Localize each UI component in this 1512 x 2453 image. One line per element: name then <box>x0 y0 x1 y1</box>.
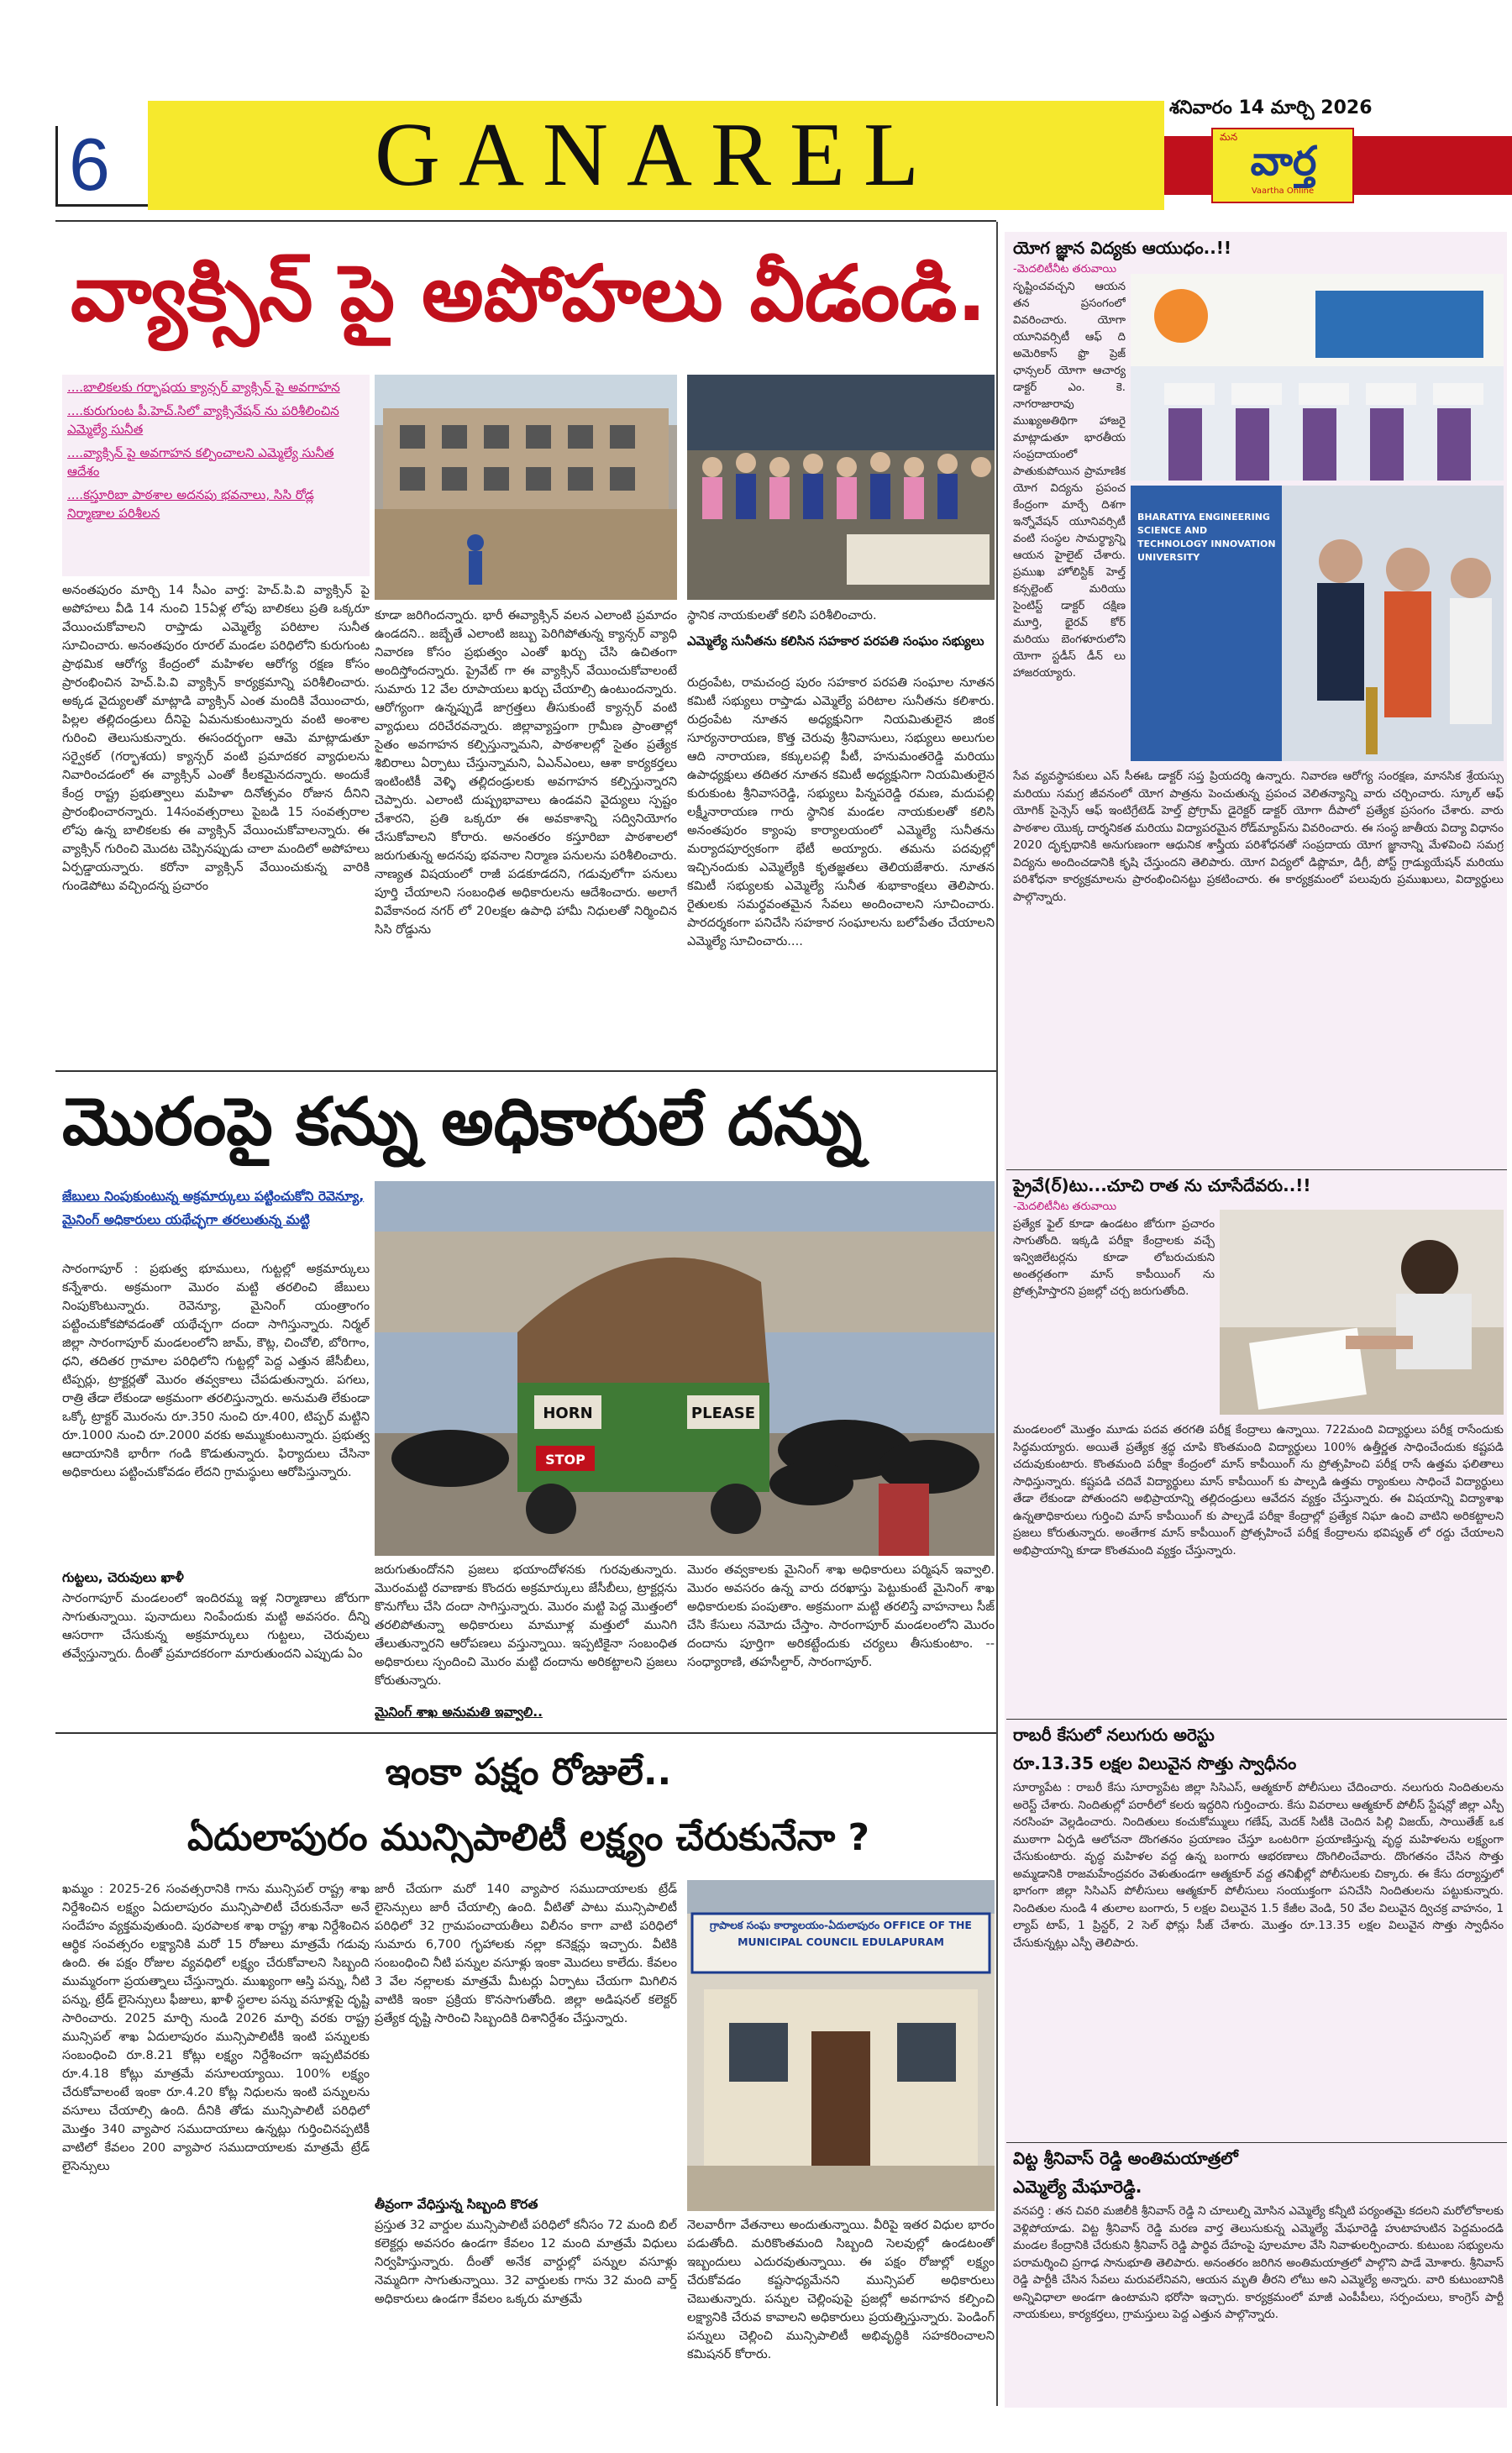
photo-students-meeting <box>687 375 995 600</box>
story1-bullet-4: ....కస్తూరిబా పాఠశాల అదనపు భవనాలు, సిసి రోడ్ల నిర్మాణాల పరిశీలన <box>67 487 314 521</box>
yoga-headline: యోగ జ్ఞాన విద్యకు ఆయుధం..!! <box>1013 238 1232 258</box>
story1-bullets <box>62 375 370 576</box>
exam-body-narrow: ప్రత్యేక ఫైల్ కూడా ఉండటం జోరుగా ప్రచారం సాగుతోంది. ఇక్కడి పరీక్షా కేంద్రాలకు వచ్చే ఇన్విజిలేటర్లను కూడా లోబరుచుకుని అంతర్గతంగా మాస్ కాపీయింగ్ ను ప్రోత్సహిస్తారని ప్రజల్లో చర్చ జరుగుతోంది. <box>1013 1218 1215 1298</box>
robbery-subheadline: రూ.13.35 లక్షల విలువైన సొత్తు స్వాధీనం <box>1013 1753 1297 1773</box>
story2-kicker: జేబులు నింపుకుంటున్న అక్రమార్కులు పట్టించుకోని రెవెన్యూ, మైనింగ్ అధికారులు యథేచ్ఛగా తరలుతున్న మట్టి <box>62 1189 365 1227</box>
story1-body-col3b: రుద్రంపేట, రామచంద్ర పురం సహకార పరపతి సంఘాల నూతన కమిటీ సభ్యులు రాప్తాడు ఎమ్మెల్యే పరిటాల సునీతను కలిశారు. రుద్రంపేట నూతన అధ్యక్షునిగా నియమితులైన జింక సూర్యనారాయణ, కొత్త చెరువు శ్రీనివాసులు, సభ్యులు అలుగుల ఆది నారాయణ, కక్కులపల్లి పీటీ, హనుమంతరెడ్డి మరియు ఉపాధ్యక్షులు తదితర నూతన కమిటీ అధ్యక్షునిగా నియమితులైన కురుకుంట శ్రీనివాసరెడ్డి, సభ్యులు పిన్నపరెడ్డి రమణ, మదుపల్లి లక్ష్మీనారాయణ గారు స్థానిక మండల నాయకులతో కలిసి అనంతపురం క్యాంపు కార్యాలయంలో ఎమ్మెల్యే సునీతను మర్యాదపూర్వకంగా భేటీ అయ్యారు. తమను పదవుల్లో ఇచ్చినందుకు ఎమ్మెల్యేకి కృతజ్ఞతలు తెలియజేశారు. నూతన కమిటీ సభ్యులకు ఎమ్మెల్యే సునీత శుభాకాంక్షలు తెలిపారు. రైతులకు సమర్థవంతమైన సేవలు అందించాలని సూచించారు. పారదర్శకంగా పనిచేసి సహకార సంఘాలను బలోపేతం చేయాలని ఎమ్మెల్యే సూచించారు.... <box>687 675 995 948</box>
story3-body-col1: ఖమ్మం : 2025-26 సంవత్సరానికి గాను మున్సిపల్ రాష్ట్ర శాఖ నిర్దేశించిన లక్ష్యం ఏదులాపురం మున్సిపాలిటీ చేరుకునేనా అనే సందేహం వ్యక్తమవుతుంది. పురపాలక శాఖ రాష్ట్ర శాఖ నిర్దేశించిన ఆర్థిక సంవత్సరం లక్ష్యానికి మరో 15 రోజులు మాత్రమే గడువు ఉంది. ఈ పక్షం రోజుల వ్యవధిలో లక్ష్యం చేరుకోవాలని సిబ్బంది ముమ్మరంగా ప్రయత్నాలు చేస్తున్నారు. ముఖ్యంగా ఆస్తి పన్ను, నీటి పన్ను, ట్రేడ్ లైసెన్సులు ఫీజులు, ఖాళీ స్థలాల పన్ను వసూళ్లపై దృష్టి సారించారు. 2025 మార్చి నుండి 2026 మార్చి వరకు రాష్ట్ర మున్సిపల్ శాఖ ఏదులాపురం మున్సిపాలిటీకి ఇంటి పన్నులకు సంబంధించి రూ.8.21 కోట్లు లక్ష్యం నిర్దేశించగా ఇప్పటివరకు రూ.4.18 కోట్లు మాత్రమే వసూలయ్యాయి. 100% లక్ష్యం చేరుకోవాలంటే ఇంకా రూ.4.20 కోట్ల నిధులను ఇంటి పన్నులను వసూలు చేయాల్సి ఉంది. దీనికి తోడు మున్సిపాలిటీ పరిధిలో మొత్తం 340 వ్యాపార సముదాయాలు ఉన్నట్లు గుర్తించినప్పటికీ వాటిలో కేవలం 200 వ్యాపార సముదాయాలకు మాత్రమే ట్రేడ్ లైసెన్సులు <box>62 1882 370 2173</box>
story2-body-col3: మొరం తవ్వకాలకు మైనింగ్ శాఖ అధికారులు పర్మిషన్ ఇవ్వాలి. మొరం అవసరం ఉన్న వారు దరఖాస్తు పెట్టుకుంటే మైనింగ్ శాఖ అధికారులకు పంపుతాం. అక్రమంగా మట్టి తరలిస్తే వాహనాలు సీజ్ చేసి కేసులు నమోదు చేస్తాం. సారంగాపూర్ మండలంలోని మొరం దందాను పూర్తిగా అరికట్టేందుకు చర్యలు తీసుకుంటాం. -- సంధ్యారాణి, తహసీల్దార్, సారంగాపూర్. <box>687 1563 995 1669</box>
divider-right-1 <box>1006 1169 1507 1170</box>
divider-right-2 <box>1006 1719 1507 1720</box>
truck-scene-illustration <box>375 1181 995 1556</box>
funeral-body: వనపర్తి : తన చివరి మజిలీకి శ్రీనివాస్ రెడ్డి ని చూలుల్ని మోసిన ఎమ్మెల్యే కన్నీటి పర్యంతమై కదలని మరోలోకాలకు వెళ్లిపోయాడు. విట్ట శ్రీనివాస్ రెడ్డి మరణ వార్త తెలుసుకున్న ఎమ్మెల్యే మేఘారెడ్డి హుటాహుటిన పెద్దమందడి మండల కేంద్రానికి చేరుకుని శ్రీనివాస్ రెడ్డి పార్థివ దేహంపై పూలమాల వేసి నివాళులర్పించారు. కుటుంబ సభ్యులను పరామర్శించి ప్రగాఢ సానుభూతి తెలిపారు. అనంతరం జరిగిన అంతిమయాత్రలో పాల్గొని పాడే మోశారు. శ్రీనివాస్ రెడ్డి పార్టీకి చేసిన సేవలు మరువలేనివని, ఆయన మృతి తీరని లోటు అని ఎమ్మెల్యే అన్నారు. వారి కుటుంబానికి అన్నివిధాలా అండగా ఉంటామని భరోసా ఇచ్చారు. కార్యక్రమంలో మాజీ ఎంపీపీలు, సర్పంచులు, కాంగ్రెస్ పార్టీ నాయకులు, కార్యకర్తలు, గ్రామస్తులు పెద్ద ఎత్తున పాల్గొన్నారు. <box>1013 2204 1504 2321</box>
photo-municipal-office <box>687 1880 995 2211</box>
story2-body-col2: జరుగుతుందోనని ప్రజలు భయాందోళనకు గురవుతున్నారు. మొరంమట్టి రవాణాకు కొందరు అక్రమార్కులు జేసీబీలు, ట్రాక్టర్లను కొనుగోలు చేసి దందా సాగిస్తున్నారు. మొరం మట్టి పెద్ద మొత్తంలో తరలిపోతున్నా అధికారులు మామూళ్ల మత్తులో మునిగి తేలుతున్నారని ఆరోపణలు వస్తున్నాయి. ఇప్పటికైనా సంబంధిత అధికారులు స్పందించి మొరం మట్టి దందాను అరికట్టాలని ప్రజలు కోరుతున్నారు. <box>375 1563 677 1688</box>
logo-tagline: Vaartha Online <box>1251 186 1315 196</box>
yoga-banner-illustration <box>1131 274 1504 481</box>
robbery-body: సూర్యాపేట : రాబరీ కేసు సూర్యాపేట జిల్లా సిసిఎస్, ఆత్మకూర్ పోలీసులు చేదించారు. నలుగురు నిందితులను అరెస్ట్ చేశారు. నిందితుల్లో పరారీలో కలరు ఇద్దరిని గుర్తించారు. కేసు వివరాలు ఆత్మకూర్ పోలీస్ స్టేషన్లో జిల్లా ఎస్పీ నరసింహ వెల్లడించారు. నిందితులు కంచుకోమ్ములు గణేష్, మెదక్ సిటీకి చెందిన పిల్లి విజయ్, సాయితేజ్ ఒక ముఠాగా ఏర్పడి ఆలోచనా దొంగతనం ప్రయాణం చేస్తూ ఒంటరిగా ప్రయాణిస్తున్న వృద్ధ మహిళలను లక్ష్యంగా చేసుకుంటారు. వృద్ధ మహిళల వద్ద ఉన్న బంగారు ఆభరణాలు దొంగిలించేవారు. దొంగతనం చేసిన సొత్తు అమ్మడానికి రాజమహేంద్రవరం వెళుతుండగా ఆత్మకూర్ వద్ద తనిఖీల్లో పోలీసులకు చిక్కారు. ఈ కేసు దర్యాప్తులో భాగంగా జిల్లా సిసిఎస్ పోలీసులు ఆత్మకూర్ పోలీసులు సంయుక్తంగా పనిచేసి నిందితులను పట్టుకున్నారు. నిందితుల నుండి 4 తులాల బంగారు, 5 లక్షల విలువైన 1.5 కేజీల వెండి, 50 వేల విలువైన ద్విచక్ర వాహనం, 1 ల్యాప్ టాప్, 1 ప్రిన్టర్, 2 సెల్ ఫోన్లు సీజ్ చేశారు. మొత్తం రూ.13.35 లక్షల విలువైన సొత్తు స్వాధీనం చేసుకున్నట్లు ఎస్పీ తెలిపారు. <box>1013 1781 1504 1950</box>
story1-bullet-2: ....కురుగుంట పీ.హెచ్.సిలో వ్యాక్సినేషన్ ను పరిశీలించిన ఎమ్మెల్యే సునీత <box>67 403 339 437</box>
story3-body-col2b: ప్రస్తుత 32 వార్డుల మున్సిపాలిటీ పరిధిలో కనీసం 72 మంది బిల్ కలెక్టర్లు అవసరం ఉండగా కేవలం 12 మంది మాత్రమే విధులు నిర్వహిస్తున్నారు. దీంతో అనేక వార్డుల్లో పన్నుల వసూళ్లు నెమ్మదిగా సాగుతున్నాయి. 32 వార్డులకు గాను 32 మంది వార్డ్ అధికారులు ఉండగా కేవలం ఒక్కరు మాత్రమే <box>375 2218 677 2306</box>
story1-bullet-1: ....బాలికలకు గర్భాషయ క్యాన్సర్ వ్యాక్సిన్ పై అవగాహన <box>67 380 340 395</box>
yoga-body-wide: సేవ వ్యవస్థాపకులు ఎస్ సీఈఓ డాక్టర్ సప్త ప్రియదర్శి ఉన్నారు. నివారణ ఆరోగ్య సంరక్షణ, మానసిక శ్రేయస్సు మరియు సమగ్ర జీవనంలో యోగ పాత్రను పెంచుతున్న ప్రపంచ వెలితన్యాన్ని వారు చర్చించారు. స్కూల్ ఆఫ్ యోగిక్ సైన్సెస్ ఆఫ్ ఇంటిగ్రేటెడ్ హెల్త్ ప్రోగ్రామ్ డైరెక్టర్ డాక్టర్ యోగా దీపాలో ప్రత్యేక ప్రసంగం చేశారు. వారు పాఠశాల యొక్క దార్శనికత మరియు విద్యాపరమైన రోడ్‌మ్యాప్‌ను వివరించారు. ఈ సంస్థ జాతీయ విద్యా విధానం 2020 దృక్పథానికి అనుగుణంగా ఆధునిక శాస్త్రీయ పరిశోధనతో సంప్రదాయ యోగ జ్ఞానాన్ని మేళవించి సమగ్ర విద్యను అందించడానికి కృషి చేస్తుందని తెలిపారు. యోగ విద్యలో డిప్లొమా, డిగ్రీ, పోస్ట్ గ్రాడ్యుయేషన్ మరియు పరిశోధనా కార్యక్రమాలను ప్రారంభించినట్టు ప్రకటించారు. ఈ కార్యక్రమంలో పలువురు ప్రముఖులు, విద్యార్థులు పాల్గొన్నారు. <box>1013 770 1504 904</box>
page-number: 6 <box>69 123 110 206</box>
story2-subhead-mining: మైనింగ్ శాఖ అనుమతి ఇవ్వాలి.. <box>375 1704 543 1720</box>
photo-yoga-lamp-lighting <box>1131 486 1504 761</box>
office-signboard-text: గ్రాపాలక సంఘ కార్యాలయం-ఏదులాపురం OFFICE OF THE MUNICIPAL COUNCIL EDULAPURAM <box>710 1919 972 1948</box>
story1-bullet-3: ....వ్యాక్సిన్ పై అవగాహన కల్పించాలని ఎమ్మెల్యే సునీత ఆదేశం <box>67 445 334 479</box>
logo-small: మన <box>1220 131 1238 143</box>
funeral-headline-1: విట్ట శ్రీనివాస్ రెడ్డి అంతిమయాత్రలో <box>1013 2148 1238 2168</box>
story3-headline-2: ఏదులాపురం మున్సిపాలిటీ లక్ష్యం చేరుకునేనా ? <box>186 1816 870 1859</box>
truck-please-text: PLEASE <box>690 1405 756 1422</box>
photo-exam-writing <box>1220 1210 1504 1415</box>
story1-headline: వ్యాక్సిన్ పై అపోహలు వీడండి. <box>71 249 987 339</box>
masthead <box>0 0 1512 218</box>
photo-soil-truck-buffaloes <box>375 1181 995 1556</box>
story3-subhead-staff: తీవ్రంగా వేధిస్తున్న సిబ్బంది కొరత <box>375 2197 538 2212</box>
yoga-body-narrow: సృష్టించవచ్చని ఆయన తన ప్రసంగంలో వివరించారు. యోగా యూనివర్సిటీ ఆఫ్ ది అమెరికాస్ ఫ్రొ ప్రెజ్ ఛాన్సలర్ యోగా ఆచార్య డాక్టర్ ఎం. కె. నాగరాజారావు ముఖ్యఅతిథిగా హాజరై మాట్లాడుతూ భారతీయ సంప్రదాయంలో పాతుకుపోయిన ప్రామాణిక యోగ విద్యను ప్రపంచ కేంద్రంగా మార్చే దిశగా ఇన్నోవేషన్ యూనివర్సిటీ వంటి సంస్థల సామర్థ్యాన్ని ఆయన హైలైట్ చేశారు. ప్రముఖ హోలిస్టిక్ హెల్త్ కన్సల్టెంట్ మరియు సైంటిస్ట్ డాక్టర్ దక్షిణ మూర్తి, భైరవ్ కోర్ మరియు బెంగళూరులోని యోగా స్టడీస్ డీన్ లు హాజరయ్యారు. <box>1013 281 1126 680</box>
logo-main: వార్త <box>1250 138 1317 185</box>
divider-story2-story3 <box>55 1732 996 1734</box>
story3-body-col2a: జారీ చేయగా మరో 140 వ్యాపార సముదాయాలకు ట్రేడ్ లైసెన్సులు జారీ చేయాల్సి ఉంది. వీటితో పాటు మున్సిపాలిటీ పరిధిలో 32 గ్రామపంచాయతీలు విలీనం కాగా వాటి పరిధిలో సుమారు 6,700 గృహాలకు నల్లా కనెక్షన్లు ఇచ్చారు. వీటికి సంబంధించి నీటి పన్నుల వసూళ్లు ఇంకా మొదలు కాలేదు. కేవలం 3 వేల నల్లాలకు మాత్రమే మీటర్లు ఏర్పాటు చేయగా మిగిలిన వాటికి ఇంకా ప్రక్రియ కొనసాగుతోంది. జిల్లా అడిషనల్ కలెక్టర్ ప్రత్యేక దృష్టి సారించి సిబ్బందికి దిశానిర్దేశం చేస్తున్నారు. <box>375 1882 677 2025</box>
story2-headline: మొరంపై కన్ను అధికారులే దన్ను <box>62 1085 863 1160</box>
meeting-hall-illustration <box>687 375 995 600</box>
story1-body-col1: అనంతపురం మార్చి 14 సీఎం వార్త: హెచ్.పి.వి వ్యాక్సిన్ పై అపోహలు వీడి 14 నుంచి 15ఏళ్ల లోపు బాలికలు ప్రతి ఒక్కరూ వేయించుకోవాలని రాప్తాడు ఎమ్మెల్యే పరిటాల సునీత సూచించారు. అనంతపురం రూరల్ మండల పరిధిలోని కురుగుంట ప్రాథమిక ఆరోగ్య కేంద్రంలో మహిళల ఆరోగ్య రక్షణ కోసం ప్రారంభించిన హెచ్.పి.వి వ్యాక్సిన్ కార్యక్రమాన్ని పరిశీలించారు. అక్కడ వైద్యులతో మాట్లాడి వ్యాక్సిన్ ఎంత మందికి వేయించారు, పిల్లల తల్లిదండ్రులు దీనిపై ఏమనుకుంటున్నారు వంటి అంశాల గురించి తెలుసుకున్నారు. ఈసందర్భంగా ఆమె మాట్లాడుతూ సర్వైకల్ (గర్భాశయ) క్యాన్సర్ వంటి ప్రమాదకర వ్యాధులను నివారించడంలో ఈ వ్యాక్సిన్ ఎంతో కీలకమైనదన్నారు. అందుకే కేంద్ర రాష్ట్ర ప్రభుత్వాలు మహిళా దినోత్సవం రోజున దీనిని ప్రారంభించారన్నారు. 14సంవత్సరాలు పైబడి 15 సంవత్సరాల లోపు ఉన్న బాలికలకు ఈ వ్యాక్సిన్ వేయించుకోవాలన్నారు. ఈ వ్యాక్సిన్ గురించి మొదట చెప్పినప్పుడు చాలా మందిలో అపోహలు ఏర్పడ్డాయన్నారు. కరోనా వ్యాక్సిన్ వేయించుకున్న వారికి గుండెపోటు వచ్చిందన్న ప్రచారం <box>62 583 370 893</box>
story2-subhead-hills: గుట్టలు, చెరువులు ఖాళీ <box>62 1570 184 1585</box>
exam-headline: ప్రైవే(ర్)టు...చూచి రాత ను చూసేదేవరు..!! <box>1013 1175 1311 1195</box>
photo-school-construction <box>375 375 677 600</box>
logo-box <box>1211 128 1354 203</box>
photo-yoga-event-banner <box>1131 274 1504 481</box>
right-column-divider <box>996 222 998 2406</box>
masthead-rule <box>55 220 996 222</box>
story3-body-col3: నెలవారీగా వేతనాలు అందుతున్నాయి. వీరిపై ఇతర విధుల భారం పడుతోంది. మరికొంతమంది సిబ్బంది సెలవుల్లో ఉండటంతో ఇబ్బందులు ఎదురవుతున్నాయి. ఈ పక్షం రోజుల్లో లక్ష్యం చేరుకోవడం కష్టసాధ్యమేనని మున్సిపల్ అధికారులు చెబుతున్నారు. పన్నుల చెల్లింపుపై ప్రజల్లో అవగాహన కల్పించి లక్ష్యానికి చేరువ కావాలని అధికారులు ప్రయత్నిస్తున్నారు. పెండింగ్ పన్నులు చెల్లించి మున్సిపాలిటీ అభివృద్ధికి సహకరించాలని కమిషనర్ కోరారు. <box>687 2218 995 2361</box>
university-banner-text: BHARATIYA ENGINEERING SCIENCE AND TECHNOLOGY INNOVATION UNIVERSITY <box>1137 512 1276 563</box>
exam-writing-illustration <box>1220 1210 1504 1415</box>
exam-kicker: -మెదలిటీనీట తరువాయి <box>1013 1200 1117 1213</box>
truck-stop-text: STOP <box>545 1452 585 1468</box>
funeral-headline-2: ఎమ్మెల్యే మేఘారెడ్డి. <box>1013 2177 1142 2197</box>
school-building-illustration <box>375 375 677 600</box>
story1-body-col2: కూడా జరిగిందన్నారు. భారీ ఈవ్యాక్సిన్ వలన ఎలాంటి ప్రమాదం ఉండదని.. జబ్బేతే ఎలాంటి జబ్బు పెరిగిపోతున్న క్యాన్సర్ వ్యాధి నివారణ కోసం ప్రభుత్వం ఎంతో ఖర్చు చేసి ఉచితంగా అందిస్తోందన్నారు. ప్రైవేట్ గా ఈ వ్యాక్సిన్ వేయించుకోవాలంటే సుమారు 12 వేల రూపాయలు ఖర్చు చేయాల్సి ఉంటుందన్నారు. ఆరోగ్యంగా ఉన్నప్పుడే జాగ్రత్తలు తీసుకుంటే క్యాన్సర్ వంటి వ్యాధులు దరిచేరవన్నారు. జిల్లావ్యాప్తంగా గ్రామీణ ప్రాంతాల్లో సైతం అవగాహన కల్పిస్తున్నామని, పాఠశాలల్లో సైతం ప్రత్యేక శిబిరాలు ఏర్పాటు చేస్తున్నామని, ఏఎన్ఎంలు, ఆశా కార్యకర్తలు ఇంటింటికీ వెళ్ళి తల్లిదండ్రులకు అవగాహన కల్పిస్తున్నారని చెప్పారు. ఎలాంటి దుష్ప్రభావాలు ఉండవని వైద్యులు స్పష్టం చేశారని, ప్రతి ఒక్కరూ ఈ అవకాశాన్ని సద్వినియోగం చేసుకోవాలని కోరారు. అనంతరం కస్తూరిబా పాఠశాలలో జరుగుతున్న అదనపు భవనాల నిర్మాణ పనులను పరిశీలించారు. నాణ్యత విషయంలో రాజీ పడకూడదని, గడువులోగా పనులు పూర్తి చేయాలని సంబంధిత అధికారులను ఆదేశించారు. అలాగే వివేకానంద నగర్ లో 20లక్షల ఉపాధి హామీ నిధులతో నిర్మించిన సిసి రోడ్డును <box>375 608 677 937</box>
story1-body-col3a: స్థానిక నాయకులతో కలిసి పరిశీలించారు. <box>687 608 877 622</box>
truck-horn-text: HORN <box>543 1405 593 1422</box>
yoga-kicker: -మెదలిటీనీట తరువాయి <box>1013 263 1117 276</box>
masthead-title: GANAREL <box>375 105 937 205</box>
municipal-office-illustration <box>687 1880 995 2211</box>
lamp-lighting-illustration <box>1131 486 1504 761</box>
robbery-headline: రాబరీ కేసులో నలుగురు అరెస్టు <box>1013 1725 1215 1745</box>
story3-headline-1: ఇంకా పక్షం రోజులే.. <box>385 1751 672 1794</box>
masthead-date: శనివారం 14 మార్చి 2026 <box>1169 97 1373 118</box>
exam-body-wide: మండలంలో మొత్తం మూడు పదవ తరగతి పరీక్ష కేంద్రాలు ఉన్నాయి. 722మంది విద్యార్థులు పరీక్ష రాసేందుకు సిద్ధమయ్యారు. అయితే ప్రత్యేక శ్రద్ధ చూపి కొంతమంది విద్యార్థులు 100% ఉత్తీర్ణత సాధించేందుకు కష్టపడి చదువుకుంటారు. కొంతమంది పరీక్షా కేంద్రంలో మాస్ కాపీయింగ్ ను ప్రోత్సహించి పరీక్ష రాసే ఉత్తమ ఫలితాలు సాధిస్తున్నారు. కష్టపడి చదివే విద్యార్థులు మాస్ కాపీయింగ్ కు పాల్పడి ఉత్తమ ర్యాంకులు సాధించే విద్యార్థులు తేడా లేకుండా పోతుందని అభిప్రాయాన్ని తల్లిదండ్రులు ఆవేదన వ్యక్తం చేస్తున్నారు. ఈ విషయాన్ని విద్యాశాఖ ఉన్నతాధికారులు గుర్తించి మాస్ కాపీయింగ్ కు పాల్పడే పరీక్షా కేంద్రాల్లో ప్రత్యేక నిఘా ఉంచి వాటిని అరికట్టాలని ప్రజలు కోరుతున్నారు. అంతేగాక మాస్ కాపీయింగ్ ప్రోత్సహించే పరీక్ష కేంద్రాలను భవిష్యత్ లో రద్దు చేయాలని అభిప్రాయాన్ని కూడా కొంతమంది వ్యక్తం చేస్తున్నారు. <box>1013 1423 1504 1557</box>
story2-body-col1: సారంగాపూర్ : ప్రభుత్వ భూములు, గుట్టల్లో అక్రమార్కులు కన్నేశారు. అక్రమంగా మొరం మట్టి తరలించి జేబులు నింపుకొంటున్నారు. రెవెన్యూ, మైనింగ్ యంత్రాంగం పట్టించుకోకపోవడంతో యథేచ్ఛగా దందా సాగిస్తున్నారు. నిర్మల్ జిల్లా సారంగాపూర్ మండలంలోని జామ్, కౌట్ల, చించోలి, బోరిగాం, ధని, తదితర గ్రామాల పరిధిలోని గుట్టల్లో పెద్ద ఎత్తున జేసీబీలు, టిప్పర్లు, ట్రాక్టర్లతో మొరం తవ్వకాలు చేపడుతున్నారు. పగలు, రాత్రి తేడా లేకుండా అక్రమంగా తరలిస్తున్నారు. అనుమతి లేకుండా ఒక్కో ట్రాక్టర్ మొరంను రూ.350 నుంచి రూ.400, టిప్పర్ మట్టిని రూ.1000 నుంచి రూ.2000 వరకు అమ్ముకుంటున్నారు. ప్రభుత్వ ఆదాయానికి భారీగా గండి కొడుతున్నారు. ఫిర్యాదులు చేసినా అధికారులు పట్టించుకోవడం లేదని గ్రామస్థులు ఆరోపిస్తున్నారు. <box>62 1262 370 1479</box>
story2-body-col1b: సారంగాపూర్ మండలంలో ఇందిరమ్మ ఇళ్ల నిర్మాణాలు జోరుగా సాగుతున్నాయి. పునాదులు నింపేందుకు మట్టి అవసరం. దీన్ని ఆసరాగా చేసుకున్న అక్రమార్కులు గుట్టలు, చెరువులు తవ్వేస్తున్నారు. దీంతో ప్రమాదకరంగా మారుతుందని ఎప్పుడు ఏం <box>62 1591 370 1661</box>
story1-subhead: ఎమ్మెల్యే సునీతను కలిసిన సహకార పరపతి సంఘం సభ్యులు <box>687 633 984 649</box>
divider-right-3 <box>1006 2142 1507 2143</box>
